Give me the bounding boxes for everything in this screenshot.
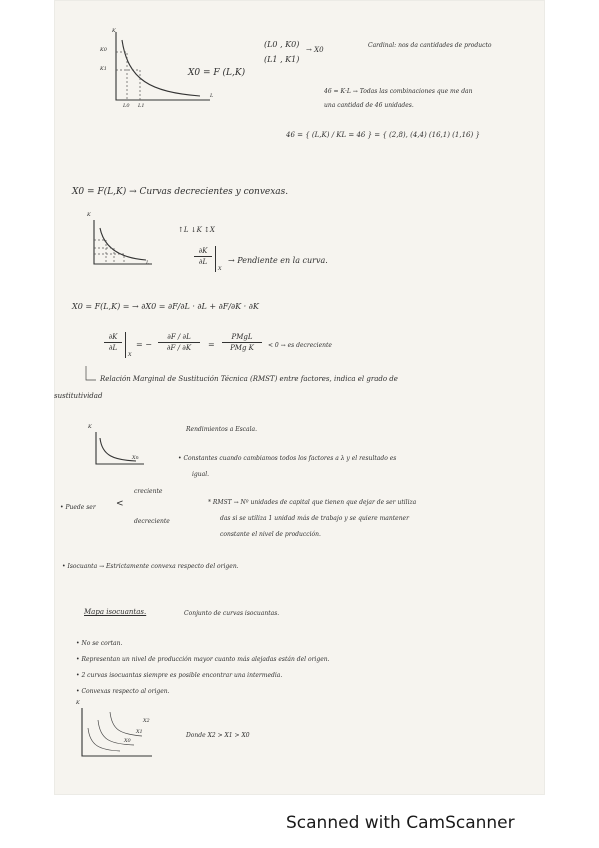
ratio-right-den: PMg K bbox=[230, 344, 254, 352]
ratio-eq2: = bbox=[208, 340, 215, 349]
ratio-subscript: X bbox=[128, 352, 132, 358]
bullet-0: • No se cortan. bbox=[76, 640, 123, 647]
pair-1: (L1 , K1) bbox=[264, 55, 300, 64]
decreciente-label: decreciente bbox=[134, 518, 170, 525]
derivative-fraction bbox=[194, 247, 212, 266]
ratio-mid-num: ∂F / ∂L bbox=[167, 333, 191, 341]
ratio-mid bbox=[158, 333, 200, 352]
rmst-def-line3: constante el nivel de producción. bbox=[220, 531, 321, 538]
combinations-46-line1: 46 = K·L → Todas las combinaciones que me dan bbox=[324, 88, 473, 95]
fig4-x1-label: X1 bbox=[136, 729, 143, 735]
deriv-bar bbox=[215, 246, 216, 272]
puede-ser-label: • Puede ser bbox=[60, 504, 96, 511]
constantes-line1: • Constantes cuando cambiamos todos los factores a λ y el resultado es bbox=[178, 455, 397, 462]
ratio-tail: < 0 → es decreciente bbox=[268, 342, 332, 349]
x0-function: X0 = F (L,K) bbox=[188, 68, 246, 78]
rmst-def-line1: * RMST → Nº unidades de capital que tienen que dejar de ser utiliza bbox=[208, 499, 417, 506]
figure-escala bbox=[88, 430, 148, 470]
scanned-page bbox=[54, 0, 545, 795]
pendiente-note: → Pendiente en la curva. bbox=[228, 256, 328, 265]
fig3-k-label: K bbox=[88, 424, 92, 430]
bullet-2: • 2 curvas isocuantas siempre es posible encontrar una intermedia. bbox=[76, 672, 283, 679]
rmst-line2: sustitutividad bbox=[54, 392, 103, 400]
bullet-3: • Convexas respecto al origen. bbox=[76, 688, 170, 695]
fig3-xn-label: Xn bbox=[132, 455, 139, 461]
fig4-x0-label: X0 bbox=[124, 738, 131, 744]
mapa-desc: Conjunto de curvas isocuantas. bbox=[184, 610, 280, 617]
ratio-left-den: ∂L bbox=[108, 344, 118, 352]
rmst-bracket-arrow bbox=[84, 366, 98, 384]
rmst-def-line2: das si se utiliza 1 unidad más de trabajo y se quiere mantener bbox=[220, 515, 409, 522]
figure-decreasing-curve bbox=[90, 218, 160, 270]
fig2-l-label: L bbox=[146, 260, 150, 266]
rendimientos-title: Rendimientos a Escala. bbox=[186, 426, 258, 433]
creciente-label: creciente bbox=[134, 488, 163, 495]
curvas-title: X0 = F(L,K) → Curvas decrecientes y convexas. bbox=[72, 187, 289, 197]
ratio-left-num: ∂K bbox=[108, 333, 118, 341]
fig1-l0-label: L0 bbox=[123, 103, 130, 109]
mapa-title: Mapa isocuantas. bbox=[84, 608, 147, 616]
fig4-x2-label: X2 bbox=[143, 718, 150, 724]
fig2-k-label: K bbox=[87, 212, 91, 218]
fig1-k1-label: K1 bbox=[100, 66, 107, 72]
constantes-line2: igual. bbox=[192, 471, 210, 478]
puede-ser-bracket: < bbox=[116, 499, 124, 509]
rmst-line1: Relación Marginal de Sustitución Técnica (RMST) entre factores, indica el grado de bbox=[100, 375, 398, 383]
bullet-1: • Representan un nivel de producción mayor cuanto más alejadas están del origen. bbox=[76, 656, 330, 663]
pair-0: (L0 , K0) bbox=[264, 40, 300, 49]
ratio-right-num: PMgL bbox=[231, 333, 253, 341]
figure-isoquant-map bbox=[76, 706, 156, 762]
pairs-arrow: → X0 bbox=[306, 46, 324, 54]
ratio-eq1: = − bbox=[136, 340, 152, 349]
deriv-denominator: ∂L bbox=[198, 258, 208, 266]
donde-note: Donde X2 > X1 > X0 bbox=[186, 732, 250, 739]
arrows-lk: ↑L ↓K ↕X bbox=[178, 226, 215, 234]
cardinal-note: Cardinal: nos da cantidades de producto bbox=[368, 42, 492, 49]
ratio-mid-den: ∂F / ∂K bbox=[166, 344, 192, 352]
set-equation: 46 = { (L,K) / KL = 46 } = { (2,8), (4,4) (16,1) (1,16) } bbox=[286, 131, 480, 139]
fig1-l1-label: L1 bbox=[138, 103, 145, 109]
isocuanta-note: • Isocuanta → Estrictamente convexa respecto del origen. bbox=[62, 563, 239, 570]
deriv-subscript: X bbox=[218, 266, 222, 272]
combinations-46-line2: una cantidad de 46 unidades. bbox=[324, 102, 414, 109]
fig1-k0-label: K0 bbox=[100, 47, 107, 53]
ratio-left bbox=[104, 333, 122, 352]
ratio-bar bbox=[125, 332, 126, 358]
scanner-watermark: Scanned with CamScanner bbox=[286, 813, 515, 833]
fig4-k-label: K bbox=[76, 700, 80, 706]
deriv-numerator: ∂K bbox=[198, 247, 208, 255]
ratio-right bbox=[222, 333, 262, 352]
fig1-l-label: L bbox=[210, 93, 214, 99]
total-differential: X0 = F(L,K) = → ∂X0 = ∂F/∂L · ∂L + ∂F/∂K · ∂K bbox=[72, 302, 259, 311]
fig1-k-label: K bbox=[112, 28, 116, 34]
